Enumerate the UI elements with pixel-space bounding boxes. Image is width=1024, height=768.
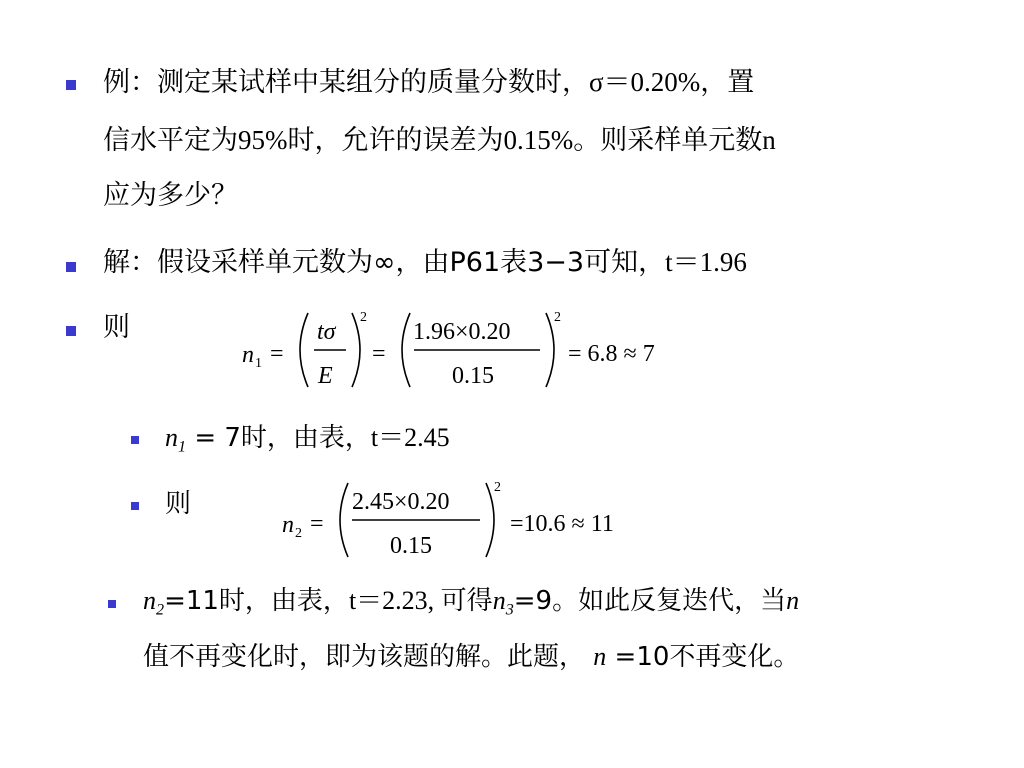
right-paren xyxy=(486,483,494,557)
t-value: t＝2.45 xyxy=(370,423,450,452)
sub-line-1 xyxy=(165,422,450,464)
solution-text: 解：假设采样单元数为∞，由P61表3−3可知， xyxy=(103,247,666,278)
frac2-denominator: 0.15 xyxy=(452,363,494,389)
question-text: 时，允许的误差为 xyxy=(287,125,504,156)
var-sub: 3 xyxy=(505,601,514,619)
sub-bullet-marker xyxy=(131,436,139,444)
iteration-text: 可得 xyxy=(440,586,493,616)
conclusion-text: =10不再变化。 xyxy=(606,642,800,672)
formula-lhs: n xyxy=(242,342,254,368)
iteration-line-1 xyxy=(143,585,799,627)
formula-result: =10.6 ≈ 11 xyxy=(510,511,614,537)
solution-line xyxy=(103,246,747,279)
variable-n: n xyxy=(762,125,776,155)
iteration-text: =11时，由表， xyxy=(164,586,349,616)
exponent: 2 xyxy=(554,310,561,325)
frac1-denominator: E xyxy=(318,363,333,389)
frac-numerator: 2.45×0.20 xyxy=(352,489,450,515)
var-sub: 1 xyxy=(178,438,187,456)
sub-text: = 7时，由表， xyxy=(186,423,371,453)
question-text: 。则采样单元数 xyxy=(573,125,763,156)
question-text: 例：测定某试样中某组分的质量分数时， xyxy=(103,67,589,98)
variable-n3 xyxy=(492,586,514,619)
variable-n: n xyxy=(593,642,607,671)
sub-bullet-marker xyxy=(131,502,139,510)
formula-lhs-sub: 2 xyxy=(295,526,302,541)
bullet-marker xyxy=(66,80,76,90)
question-text-end: ，置 xyxy=(700,67,755,98)
conclusion-text: 值不再变化时，即为该题的解。此题， xyxy=(143,642,594,672)
formula-result: = 6.8 ≈ 7 xyxy=(568,341,655,367)
var-sub: 2 xyxy=(156,601,165,619)
formula-lhs-sub: 1 xyxy=(255,356,262,371)
iteration-line-2 xyxy=(143,641,799,673)
t-value: t＝2.23, xyxy=(348,586,441,615)
t-value: t＝1.96 xyxy=(665,247,747,277)
frac1-numerator: tσ xyxy=(317,319,336,345)
right-paren xyxy=(352,313,360,387)
formula-eq: = xyxy=(310,511,324,537)
bullet-marker xyxy=(66,262,76,272)
var-n: n xyxy=(143,586,156,615)
variable-n2 xyxy=(143,586,165,619)
var-n: n xyxy=(492,586,506,615)
exponent: 2 xyxy=(494,480,501,495)
exponent: 2 xyxy=(360,310,367,325)
then-label: 则 xyxy=(103,312,130,343)
sub-bullet-marker xyxy=(108,600,116,608)
question-line-3: 应为多少？ xyxy=(103,180,238,211)
iteration-text: =9。如此反复迭代，当 xyxy=(513,586,787,616)
var-n: n xyxy=(165,423,178,452)
frac2-numerator: 1.96×0.20 xyxy=(413,319,511,345)
confidence-value: 95% xyxy=(238,125,288,155)
question-line-1 xyxy=(103,66,754,99)
bullet-marker xyxy=(66,326,76,336)
variable-n: n xyxy=(786,586,800,615)
frac-denominator: 0.15 xyxy=(390,533,432,559)
left-paren xyxy=(402,313,410,387)
question-line-2 xyxy=(103,124,776,157)
right-paren xyxy=(546,313,554,387)
sigma-value: σ＝0.20% xyxy=(589,67,701,97)
left-paren xyxy=(300,313,308,387)
error-value: 0.15% xyxy=(503,125,574,155)
formula-1 xyxy=(230,305,700,395)
variable-n1 xyxy=(165,423,187,456)
then-label-2: 则 xyxy=(165,489,192,519)
formula-2 xyxy=(270,475,670,565)
formula-eq: = xyxy=(372,341,386,367)
question-text: 信水平定为 xyxy=(103,125,238,156)
left-paren xyxy=(340,483,348,557)
formula-eq: = xyxy=(270,341,284,367)
formula-lhs: n xyxy=(282,512,294,538)
